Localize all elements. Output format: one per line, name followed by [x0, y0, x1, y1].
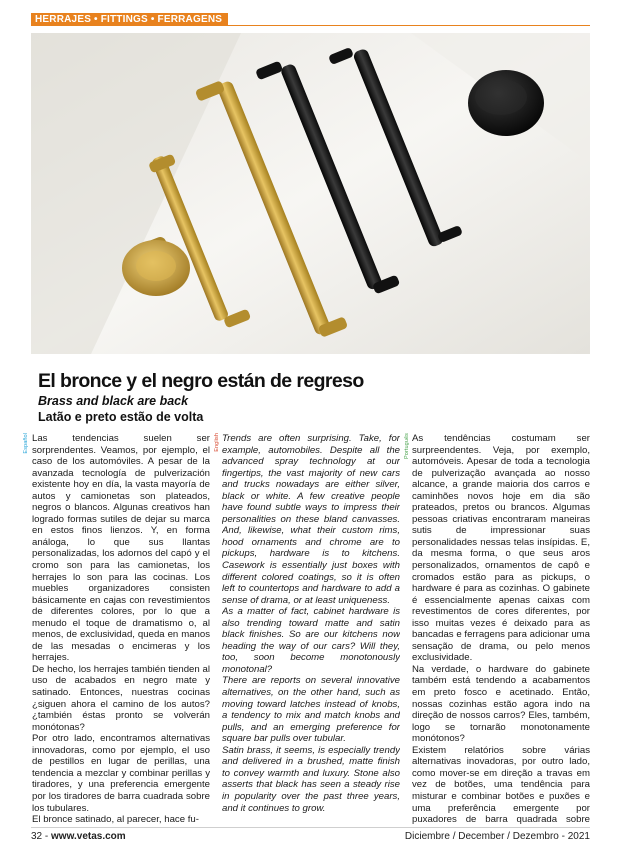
section-rule [31, 25, 590, 26]
paragraph: Trends are often surprising. Take, for example, automobiles. Despite all the advanced spray technology at our fingertips, the vast majority of new cars and trucks nowadays are either silver, black or white. A few creative people have found subtle ways to impress their personalities on these bland canvasses. And, likewise, what their custom rims, hood ornaments and chrome are to pickups, hardware is to kitchens. Casework is essentially just boxes with different colored coatings, so it is often left to countertops and hardware to add a sense of drama, or at least uniqueness. [222, 433, 400, 606]
language-label-es: Español [23, 433, 29, 454]
paragraph: There are reports on several innovative alternatives, on the other hand, such as moving toward latches instead of knobs, a tendency to mix and match knobs and pulls, and an emerging preference for square bar pulls over tubular. [222, 675, 400, 745]
column-portuguese [412, 433, 590, 825]
language-label-pt: Português [404, 433, 410, 459]
paragraph: De hecho, los herrajes también tienden al uso de acabados en negro mate y satinado. Entonces, nuestras cocinas ¿siguen ahora el camino de los autos? ¿también éstas pronto se volverán monótonas? [32, 663, 210, 733]
paragraph: El bronce satinado, al parecer, hace fu- [32, 814, 199, 825]
headline-es: El bronce y el negro están de regreso [38, 370, 364, 392]
paragraph: Satin brass, it seems, is especially trendy and delivered in a brushed, matte finish to convey warmth and luxury. Stone also asserts that black has seen a steady rise in popularity over the past three years, and it continues to grow. [222, 744, 400, 814]
footer-rule [31, 827, 590, 828]
page-number: 32 - [31, 831, 52, 842]
language-label-en: English [214, 433, 220, 452]
section-tag: HERRAJES • FITTINGS • FERRAGENS [31, 13, 228, 26]
paragraph: As a matter of fact, cabinet hardware is also trending toward matte and satin black finishes. So are our kitchens now heading the way of our cars? Will they, too, soon become monotonously monotonal? [222, 606, 400, 675]
paragraph: Existem relatórios sobre várias alternativas inovadoras, por outro lado, como mover-se em direção a travas em vez de botões, uma tendência para misturar e combinar botões e puxões e uma preferência emergente por puxadores de barra quadrada sobre [412, 744, 590, 825]
paragraph: Na verdade, o hardware do gabinete também está tendendo a acabamentos em preto fosco e acetinado. Então, nossas cozinhas estão agora indo na direção de nossos carros? Eles, também, logo se tornarão monotonamente monótonos? [412, 663, 590, 745]
headline-en: Brass and black are back [38, 394, 189, 408]
product-photo [31, 33, 590, 354]
page-folio [31, 831, 126, 842]
issue-date: Diciembre / December / Dezembro - 2021 [404, 831, 590, 842]
paragraph: Por otro lado, encontramos alternativas innovadoras, como por ejemplo, el uso de pestillos en lugar de perillas, una tendencia a mezclar y combinar perillas y tiradores, y una preferencia emergente por los tiradores de barra cuadrada sobre los tubulares. [32, 733, 210, 814]
column-spanish [32, 433, 210, 825]
headline-pt: Latão e preto estão de volta [38, 410, 204, 424]
black-knob [468, 70, 544, 136]
paragraph: As tendências costumam ser surpreendentes. Veja, por exemplo, automóveis. Apesar de toda a tecnologia de pulverização avançada ao nosso alcance, a grande maioria dos carros e caminhões novos hoje em dia são prateados, pretos ou brancos. Algumas pessoas criativas encontraram maneiras sutis de impressionar suas personalidades nessas telas insípidas. E, da mesma forma, o que seus aros personalizados, ornamentos de capô e cromados estão para as pickups, o hardware é para as cozinhas. O gabinete é essencialmente apenas caixas com revestimentos de cores diferentes, por isso muitas vezes é deixado para as bancadas e ferragens para adicionar uma sensação de drama, ou pelo menos exclusividade. [412, 433, 590, 664]
paragraph: Las tendencias suelen ser sorprendentes. Veamos, por ejemplo, el caso de los automóviles. A pesar de la avanzada tecnología de pulverización existente hoy en día, la vasta mayoría de autos y camionetas son plateados, negros o blancos. Algunas creativos han logrado formas sutiles de dejar su marca en estos finos lienzos. Y, en forma análoga, lo que sus llantas personalizadas, los adornos del capó y el cromo son para las camionetas, los herrajes lo son para las cocinas. Los muebles organizadores consisten básicamente en cajas con revestimientos de diferentes colores, por lo que a menudo el toque de dramatismo o, al menos, de exclusividad, queda en manos de las mesadas o encimeras y los herrajes. [32, 433, 210, 664]
column-english [222, 433, 400, 825]
site-link[interactable]: www.vetas.com [51, 831, 126, 842]
